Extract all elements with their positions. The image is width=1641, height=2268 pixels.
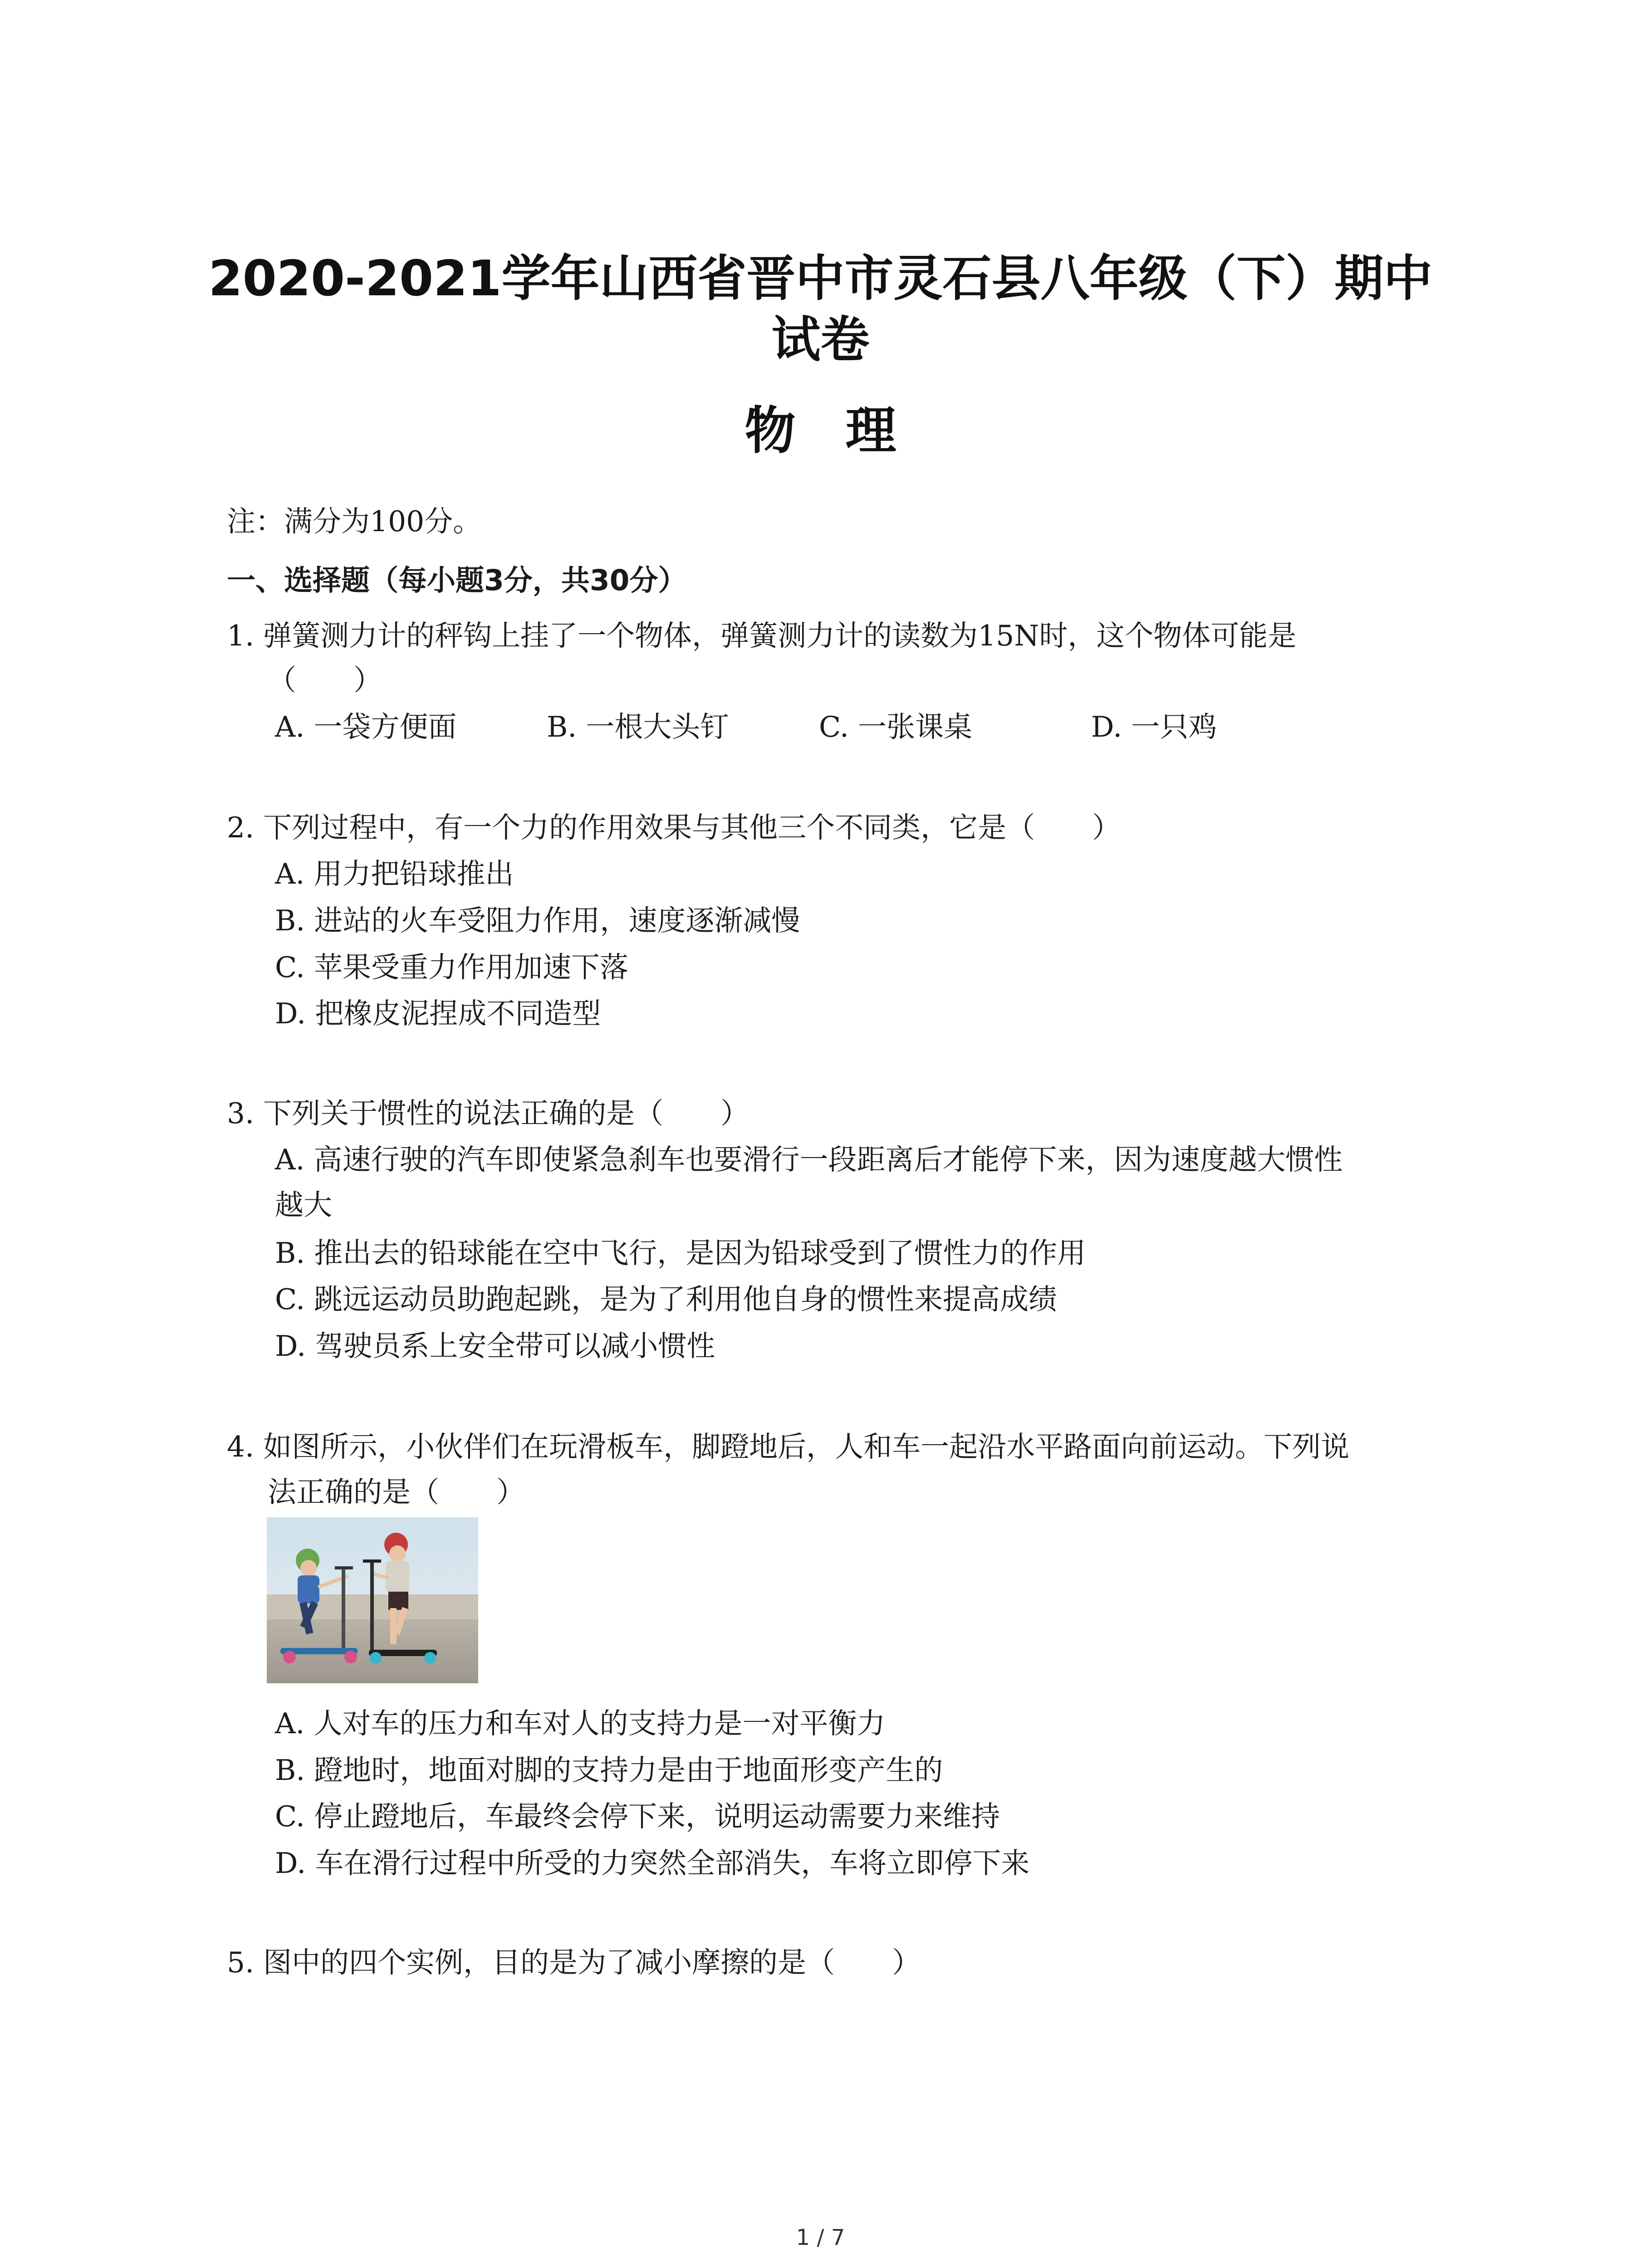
question-stem: 3. 下列关于惯性的说法正确的是（ ）	[227, 1097, 749, 1130]
page-number: 1 / 7	[796, 2225, 845, 2250]
option-b: B. 推出去的铅球能在空中飞行，是因为铅球受到了惯性力的作用	[275, 1237, 1086, 1270]
answer-bracket: （ ）	[268, 664, 382, 697]
exam-title-line1: 2020-2021学年山西省晋中市灵石县八年级（下）期中	[208, 250, 1433, 307]
option-b: B. 一根大头钉	[547, 710, 729, 743]
option-a: A. 用力把铅球推出	[275, 857, 514, 890]
question-stem: 4. 如图所示，小伙伴们在玩滑板车，脚蹬地后，人和车一起沿水平路面向前运动。下列说	[227, 1430, 1350, 1463]
option-b: B. 进站的火车受阻力作用，速度逐渐减慢	[275, 904, 800, 937]
subject-title: 物理	[745, 401, 946, 460]
option-d: D. 把橡皮泥捏成不同造型	[275, 997, 601, 1030]
option-b: B. 蹬地时，地面对脚的支持力是由于地面形变产生的	[275, 1754, 943, 1787]
section-heading: 一、选择题（每小题3分，共30分）	[227, 564, 687, 597]
option-d: D. 驾驶员系上安全带可以减小惯性	[275, 1330, 715, 1363]
question-stem: 1. 弹簧测力计的秤钩上挂了一个物体，弹簧测力计的读数为15N时，这个物体可能是	[227, 619, 1297, 652]
option-d: D. 一只鸡	[1091, 710, 1217, 743]
question-stem-continued: 法正确的是（ ）	[268, 1476, 525, 1509]
question-stem: 5. 图中的四个实例，目的是为了减小摩擦的是（ ）	[227, 1946, 921, 1979]
option-a-continued: 越大	[275, 1188, 332, 1222]
option-c: C. 跳远运动员助跑起跳，是为了利用他自身的惯性来提高成绩	[275, 1283, 1058, 1316]
option-a: A. 一袋方便面	[275, 710, 457, 743]
option-c: C. 苹果受重力作用加速下落	[275, 951, 629, 984]
score-note: 注：满分为100分。	[227, 505, 482, 538]
option-d: D. 车在滑行过程中所受的力突然全部消失，车将立即停下来	[275, 1847, 1030, 1880]
question-stem: 2. 下列过程中，有一个力的作用效果与其他三个不同类，它是（ ）	[227, 811, 1121, 844]
option-c: C. 停止蹬地后，车最终会停下来，说明运动需要力来维持	[275, 1800, 1000, 1833]
option-c: C. 一张课桌	[819, 710, 973, 743]
option-a: A. 人对车的压力和车对人的支持力是一对平衡力	[275, 1707, 886, 1740]
scooter-kids-photo	[267, 1517, 478, 1683]
exam-title-line2: 试卷	[771, 312, 870, 368]
option-a: A. 高速行驶的汽车即使紧急刹车也要滑行一段距离后才能停下来，因为速度越大惯性	[275, 1143, 1343, 1176]
